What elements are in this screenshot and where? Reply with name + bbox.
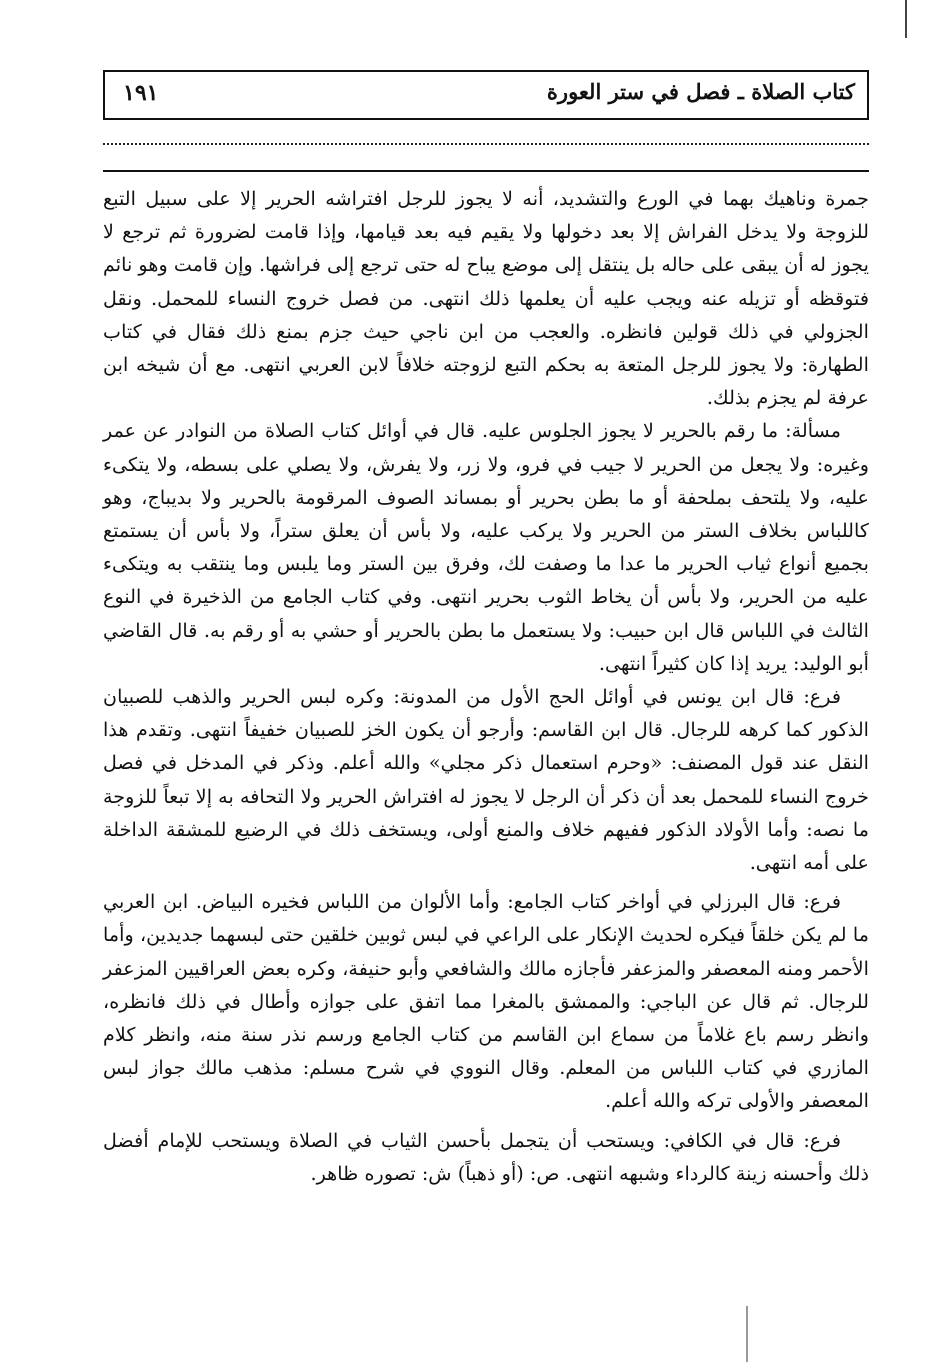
- dotted-separator: [103, 143, 869, 145]
- paragraph-continuation: جمرة وناهيك بهما في الورع والتشديد، أنه لا يجوز للرجل افتراشه الحرير إلا على سبيل التبع للزوجة ولا يدخل الفراش إلا بعد دخولها ولا يقيم فيه بعد قيامها، وإذا قامت لضرورة ثم ترجع لا يجوز له أن يبقى على حاله بل ينتقل إلى موضع يباح له حتى ترجع إلى فراشها. وإن قامت وهو نائم فتوقظه أو تزيله عنه ويجب عليه أن يعلمها ذلك انتهى. من فصل خروج النساء للمحمل. ونقل الجزولي في ذلك قولين فانظره. والعجب من ابن ناجي حيث جزم بمنع ذلك فقال في كتاب الطهارة: ولا يجوز للرجل المتعة به بحكم التبع لزوجته خلافاً لابن العربي انتهى. مع أن شيخه ابن عرفة لم يجزم بذلك.: [103, 187, 869, 410]
- header-rule: [103, 170, 869, 172]
- scan-edge-mark-bottom: [746, 1306, 748, 1362]
- running-title: كتاب الصلاة ـ فصل في ستر العورة: [546, 79, 855, 104]
- paragraph-far-clothing-colors: فرع: قال البرزلي في أواخر كتاب الجامع: وأما الألوان من اللباس فخيره البياض. ابن العربي ما لم يكن خلقاً فيكره لحديث الإنكار على الراعي في لبس ثوبين خلقين حتى لبسهما جديدين، وأما الأحمر ومنه المعصفر والمزعفر فأجازه مالك والشافعي وأبو حنيفة، وكره بعض العراقيين المزعفر للرجال. ثم قال عن الباجي: والممشق بالمغرا مما اتفق على جوازه وأطال في ذلك فانظره، وانظر رسم باع غلاماً من سماع ابن القاسم من كتاب الجامع ورسم نذر سنة منه، وانظر كلام المازري في كتاب اللباس من المعلم. وقال النووي في شرح مسلم: مذهب مالك جواز لبس المعصفر والأولى تركه والله أعلم.: [103, 890, 869, 1113]
- scan-edge-mark: [905, 0, 907, 38]
- paragraph-masala-silk-seating: مسألة: ما رقم بالحرير لا يجوز الجلوس عليه. قال في أوائل كتاب الصلاة من النوادر عن عمر وغيره: ولا يجعل من الحرير لا جيب في فرو، ولا زر، ولا يفرش، ولا يصلي على بسطه، ولا يتكىء عليه، ولا يلتحف بملحفة أو ما بطن بحرير أو بمساند الصوف المرقومة بالحرير ولا بديباج، وهو كاللباس بخلاف الستر من الحرير ولا يركب عليه، ولا بأس أن يعلق ستراً، ولا بأس أن يستمتع بجميع أنواع ثياب الحرير ما عدا ما وصفت لك، وفرق بين الستر وما يلبس وما ينتقب به ويتكىء عليه من الحرير، ولا بأس أن يخاط الثوب بحرير انتهى. وفي كتاب الجامع من الذخيرة في النوع الثالث في اللباس قال ابن حبيب: ولا يستعمل ما بطن بالحرير أو حشي به أو رقم به. قال القاضي أبو الوليد: يريد إذا كان كثيراً انتهى.: [103, 419, 869, 675]
- paragraph-far-best-clothes-prayer: فرع: قال في الكافي: ويستحب أن يتجمل بأحسن الثياب في الصلاة ويستحب للإمام أفضل ذلك وأحسنه زينة كالرداء وشبهه انتهى. ص: (أو ذهباً) ش: تصوره ظاهر.: [103, 1128, 869, 1185]
- running-header: [103, 70, 869, 120]
- page-number: ١٩١: [123, 80, 159, 106]
- page-body: [103, 182, 869, 1190]
- paragraph-far-silk-for-boys: فرع: قال ابن يونس في أوائل الحج الأول من المدونة: وكره لبس الحرير والذهب للصبيان الذكور كما كرهه للرجال. قال ابن القاسم: وأرجو أن يكون الخز للصبيان خفيفاً انتهى. وتقدم هذا النقل عند قول المصنف: «وحرم استعمال ذكر مجلي» والله أعلم. وذكر في المدخل في فصل خروج النساء للمحمل بعد أن ذكر أن الرجل لا يجوز له افتراش الحرير ولا التحافه به إلا تبعاً للزوجة ما نصه: وأما الأولاد الذكور ففيهم خلاف والمنع أولى، ويستخف ذلك في الرضيع للمشقة الداخلة على أمه انتهى.: [103, 685, 869, 875]
